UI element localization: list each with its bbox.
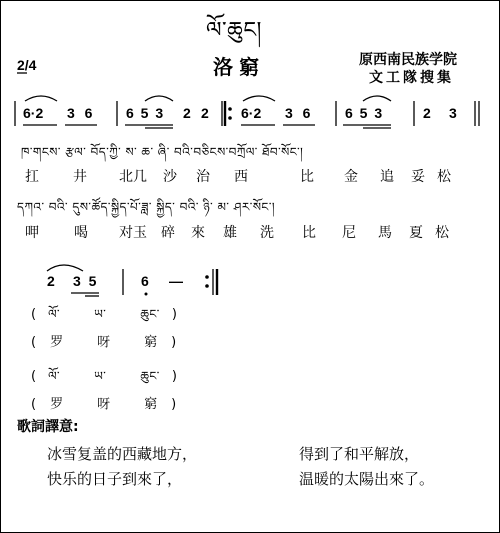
refrain-syllable: ལོ་	[48, 369, 61, 383]
refrain-syllable: 窮	[144, 397, 158, 412]
lyric-syllable: 夏	[409, 225, 423, 241]
refrain-syllable: ལོ་	[48, 307, 61, 321]
slur	[25, 96, 57, 101]
lyric-syllable: 妥	[411, 169, 425, 185]
lyric-syllable: 追	[380, 169, 394, 185]
lyric-syllable: 治	[196, 169, 210, 185]
repeat-dot	[228, 116, 232, 120]
lyric-syllable: 沙	[163, 169, 177, 185]
refrain-syllable: 罗	[50, 335, 64, 350]
refrain-syllable: 罗	[50, 397, 64, 412]
note: 2	[183, 105, 191, 121]
lyric-syllable: 比	[302, 225, 316, 241]
lyric-syllable: 松	[435, 225, 449, 241]
lyric-syllable: 比	[300, 169, 314, 185]
lyric-syllable: 馬	[378, 225, 392, 241]
translation-line-1-left: 冰雪复盖的西藏地方，	[47, 445, 198, 463]
time-signature: 2/4	[17, 57, 37, 73]
lyric-syllable: 來	[191, 225, 205, 241]
note: 2	[201, 105, 209, 121]
source-line-1: 原西南民族学院	[359, 52, 457, 68]
lyric-syllable: 呷	[25, 225, 39, 241]
refrain-tibetan-2: ( ལོ་ ཡ་ ཆུང་ )	[31, 369, 177, 384]
refrain-syllable: ཆུང་	[140, 369, 160, 383]
refrain-syllable: ཡ་	[94, 369, 107, 383]
note-group: 6·2	[241, 105, 262, 121]
refrain-syllable: 呀	[97, 397, 111, 412]
refrain-chinese-2: ( 罗 呀 窮 )	[31, 397, 177, 412]
repeat-dot	[205, 284, 209, 288]
lyric-syllable: 尼	[342, 225, 356, 241]
translation-line-1-right: 得到了和平解放，	[299, 445, 420, 463]
refrain-chinese-1: ( 罗 呀 窮 )	[31, 335, 177, 350]
note: 2	[47, 273, 55, 289]
note: 6	[141, 273, 149, 289]
source-line-2: 文工隊搜集	[369, 70, 454, 86]
note-group: 3 6	[285, 105, 311, 121]
song-title: 洛窮	[213, 55, 265, 79]
note-extension: —	[169, 273, 183, 289]
lyric-syllable: 碎	[161, 225, 175, 241]
refrain-syllable: 窮	[144, 335, 158, 350]
translation-heading: 歌詞譯意:	[17, 419, 79, 435]
note-group: 6 5 3	[126, 105, 164, 121]
lyric-syllable: 雄	[223, 225, 237, 241]
note: 2	[423, 105, 431, 121]
note-group: 3 6	[67, 105, 93, 121]
lyric-syllable: 喝	[74, 225, 88, 241]
slur	[47, 265, 83, 271]
refrain-syllable: 呀	[97, 335, 111, 350]
note: 3	[449, 105, 457, 121]
slur	[243, 96, 275, 101]
lyric-syllable: 对玉	[119, 225, 147, 241]
translation-line-2-left: 快乐的日子到來了，	[47, 470, 183, 488]
translation-line-2-right: 温暖的太陽出來了。	[299, 470, 435, 488]
tibetan-title: ལོ་ཆུང།	[206, 18, 262, 43]
refrain-tibetan-1: ( ལོ་ ཡ་ ཆུང་ )	[31, 307, 177, 322]
notation-graphics	[1, 1, 499, 532]
tibetan-lyrics-line-2: དཀའ་ བའི་ དུས་ཚོད་སྐྱིད་པོ་ཟླ་ སྐྱིད་ བའི་ ཉི་ མ་ ཤར་སོང་།	[17, 200, 276, 214]
lyric-syllable: 洗	[260, 225, 274, 241]
octave-dot	[145, 293, 148, 296]
note-group: 3 5	[73, 273, 97, 289]
note-group: 6 5 3	[345, 105, 383, 121]
repeat-dot	[205, 275, 209, 279]
slur	[363, 96, 391, 101]
lyric-syllable: 扛	[25, 169, 39, 185]
lyric-syllable: 西	[234, 169, 248, 185]
lyric-syllable: 北几	[119, 169, 147, 185]
note-group: 6·2	[23, 105, 44, 121]
lyric-syllable: 松	[437, 169, 451, 185]
refrain-syllable: ཡ་	[94, 307, 107, 321]
lyric-syllable: 金	[344, 169, 358, 185]
tibetan-lyrics-line-1: ཁ་གངས་ རྩལ་ བོད་ཀྱི་ ས་ ཆ་ ཞི་ བའི་བཅིངས་བཀྲོལ་ ཐོབ་སོང་།	[21, 145, 304, 159]
slur	[145, 96, 173, 101]
refrain-syllable: ཆུང་	[140, 307, 160, 321]
lyric-syllable: 井	[73, 169, 87, 185]
repeat-dot	[228, 107, 232, 111]
